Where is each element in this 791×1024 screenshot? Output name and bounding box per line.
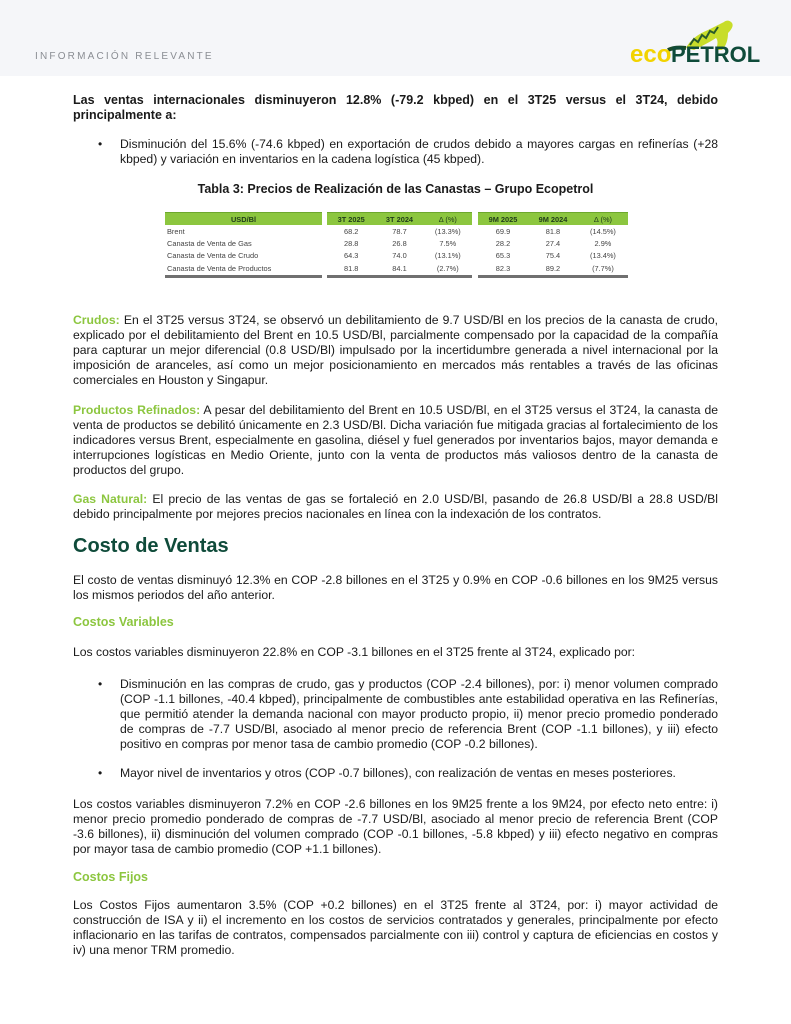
variables-ytd: Los costos variables disminuyeron 7.2% en COP -2.6 billones en los 9M25 frente a los 9M24, por efecto neto entre: i) menor precio promedio ponderado de compras de -7.7 USD/Bl, asociado al menor precio de referencia Brent (COP -3.6 billones), ii) disminución del volumen comprado (COP -0.1 billones, -5.8 kbped) y iii) efecto negativo en compras por mayor tasa de cambio promedio (COP +1.1 billones). — [73, 797, 718, 856]
section-label: INFORMACIÓN RELEVANTE — [35, 51, 214, 62]
table-row — [165, 262, 322, 274]
gas-text: El precio de las ventas de gas se fortaleció en 2.0 USD/Bl, pasando de 26.8 USD/Bl a 28.8 USD/Bl debido principalmente por mejores precios nacionales en línea con la indexación de los contratos. — [73, 492, 718, 521]
table-title: Tabla 3: Precios de Realización de las Canastas – Grupo Ecopetrol — [197, 182, 594, 196]
cell: 75.4 — [545, 251, 561, 261]
table-row — [327, 250, 472, 262]
label-header: USD/Bl — [230, 214, 257, 224]
variables-bullet: Mayor nivel de inventarios y otros (COP -0.7 billones), con realización de ventas en meses posteriores. — [120, 766, 676, 780]
iguana-icon — [628, 18, 778, 66]
subsection-title-fijos: Costos Fijos — [73, 870, 149, 884]
svg-text:PETROL: PETROL — [671, 42, 761, 66]
cell: (13.4%) — [590, 251, 616, 261]
table-divider — [165, 275, 322, 278]
row-label: Canasta de Venta de Productos — [167, 263, 272, 273]
cell: 69.9 — [495, 226, 511, 236]
fijos-paragraph: Los Costos Fijos aumentaron 3.5% (COP +0.2 billones) en el 3T25 frente al 3T24, por: i) mayor actividad de construcción de ISA y ii) el incremento en los costos de servicios contratados y generales, principalmente por efecto inflacionario en las tarifas de contratos, compensados parcialmente con iii) control y captura de eficiencias en costos y iv) una menor TRM promedio. — [73, 898, 718, 957]
productos-lead: Productos Refinados: — [73, 403, 201, 417]
section-title-costo-ventas: Costo de Ventas — [73, 535, 229, 557]
cell: 2.9% — [594, 238, 612, 248]
table-row — [327, 237, 472, 249]
variables-intro: Los costos variables disminuyeron 22.8% en COP -3.1 billones en el 3T25 frente al 3T24, explicado por: — [73, 645, 636, 659]
cell: 27.4 — [545, 238, 561, 248]
productos-text: A pesar del debilitamiento del Brent en 10.5 USD/Bl, en el 3T25 versus el 3T24, la canasta de venta de productos se debilitó únicamente en 2.3 USD/Bl. Dicha variación fue mitigada gracias al fortalecimiento de los indicadores versus Brent, especialmente en gasolina, diésel y fuel generados por inventarios bajos, mayor demanda e interrupciones logísticas en Medio Oriente, junto con la venta de productos más valiosos dentro de la canasta de productos del grupo. — [73, 403, 719, 477]
row-label: Canasta de Venta de Crudo — [167, 251, 259, 261]
subsection-title-variables: Costos Variables — [73, 615, 174, 629]
cell: 89.2 — [545, 263, 561, 273]
bullet-glyph: • — [98, 137, 103, 151]
cell: (13.3%) — [434, 226, 461, 236]
crudos-lead: Crudos: — [73, 313, 120, 327]
cell: 81.8 — [545, 226, 561, 236]
gas-paragraph — [73, 492, 718, 522]
intro-bullet: Disminución del 15.6% (-74.6 kbped) en exportación de crudos debido a mayores cargas en refinerías (+28 kbped) y variación en inventarios en la cadena logística (45 kbped). — [120, 137, 718, 166]
table-divider — [327, 275, 472, 278]
cell: (2.7%) — [436, 263, 459, 273]
row-label: Brent — [167, 226, 185, 236]
cell: 74.0 — [392, 251, 407, 261]
price-table-ytd — [478, 212, 628, 278]
col-header: 9M 2025 — [488, 214, 518, 224]
cell: 81.8 — [343, 263, 359, 273]
table-row — [478, 250, 628, 262]
cell: 28.2 — [495, 238, 511, 248]
col-header: 3T 2024 — [385, 214, 414, 224]
crudos-text: En el 3T25 versus 3T24, se observó un debilitamiento de 9.7 USD/Bl en los precios de la canasta de crudo, explicado por el debilitamiento del Brent en 10.5 USD/Bl, parcialmente compensado por la capacidad de la compañía para capturar un mejor diferencial (0.8 USD/Bl) impulsado por la incertidumbre generada a nivel internacional por la imposición de aranceles, así como un mejor posicionamiento en mercados más rentables a través de las oficinas comerciales en Houston y Singapur. — [73, 313, 718, 387]
cell: 7.5% — [439, 238, 457, 248]
col-header: 3T 2025 — [337, 214, 365, 224]
col-header: 9M 2024 — [538, 214, 568, 224]
cell: 28.8 — [343, 238, 359, 248]
intro-heading: Las ventas internacionales disminuyeron 12.8% (-79.2 kbped) en el 3T25 versus el 3T24, debido principalmente a: — [73, 93, 718, 122]
cell: 82.3 — [495, 263, 511, 273]
table-row — [478, 237, 628, 249]
page-header — [0, 0, 791, 76]
ecopetrol-logo — [628, 18, 778, 66]
price-table-labels — [165, 212, 322, 278]
bullet-glyph: • — [98, 766, 103, 780]
cell: (13.1%) — [434, 251, 461, 261]
table-row — [327, 225, 472, 237]
cell: 68.2 — [343, 226, 359, 236]
col-header: Δ (%) — [593, 214, 612, 224]
table-row — [165, 250, 322, 262]
variables-bullet: Disminución en las compras de crudo, gas y productos (COP -2.4 billones), por: i) menor volumen comprado (COP -1.1 billones, -40.4 kbped), principalmente de combustibles ante estabilidad operativa en las Refinerías, que permitió atender la demanda nacional con mayor producto propio, ii) menor precio promedio ponderado de compras de -7.7 USD/Bl, asociado al menor precio de referencia Brent (COP -1.1 billones), y iii) efecto positivo en compras por menor tasa de cambio promedio (COP -0.2 billones). — [120, 677, 718, 751]
table-row — [165, 225, 322, 237]
table-row — [327, 262, 472, 274]
productos-paragraph — [73, 403, 718, 478]
table-row — [165, 237, 322, 249]
cell: 26.8 — [392, 238, 407, 248]
table-divider — [478, 275, 628, 278]
costo-ventas-intro: El costo de ventas disminuyó 12.3% en COP -2.8 billones en el 3T25 y 0.9% en COP -0.6 billones en los 9M25 versus los mismos periodos del año anterior. — [73, 573, 718, 602]
svg-text:eco: eco — [630, 41, 672, 66]
gas-lead: Gas Natural: — [73, 492, 148, 506]
cell: 64.3 — [343, 251, 359, 261]
cell: (7.7%) — [592, 263, 614, 273]
crudos-paragraph — [73, 313, 718, 388]
cell: (14.5%) — [590, 226, 616, 236]
cell: 78.7 — [392, 226, 407, 236]
cell: 84.1 — [392, 263, 407, 273]
table-row — [478, 225, 628, 237]
row-label: Canasta de Venta de Gas — [167, 238, 252, 248]
price-table-quarter — [327, 212, 472, 278]
table-row — [478, 262, 628, 274]
col-header: Δ (%) — [438, 214, 457, 224]
cell: 65.3 — [495, 251, 511, 261]
bullet-glyph: • — [98, 677, 103, 691]
